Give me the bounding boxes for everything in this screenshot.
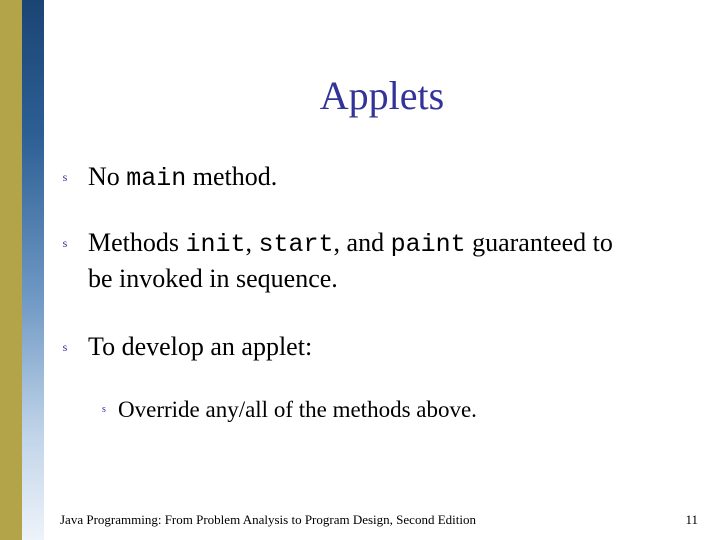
code-paint: paint bbox=[390, 230, 466, 259]
bullet-item-methods bbox=[58, 226, 678, 296]
slide-title: Applets bbox=[319, 73, 445, 118]
bullet-text: Methods init, start, and paint guaranteed to be invoked in sequence. bbox=[88, 228, 613, 293]
bullet-text: To develop an applet: bbox=[88, 332, 313, 361]
bullet-text: No main method. bbox=[88, 162, 278, 193]
sub-bullet-marker-icon: s bbox=[102, 404, 106, 415]
code-init: init bbox=[185, 230, 246, 259]
bullet-item-no-main bbox=[58, 160, 678, 196]
sub-bullet-item-override bbox=[98, 395, 678, 425]
footer-page-number: 11 bbox=[685, 512, 698, 527]
bullet-marker-icon: s bbox=[62, 340, 68, 354]
bullet-item-develop-applet bbox=[58, 330, 678, 364]
bullet-marker-icon: s bbox=[62, 170, 68, 184]
code-main: main bbox=[126, 164, 187, 193]
sub-bullet-text: Override any/all of the methods above. bbox=[118, 397, 477, 422]
code-start: start bbox=[258, 230, 334, 259]
left-blue-gradient-stripe bbox=[22, 0, 44, 540]
bullet-marker-icon: s bbox=[62, 236, 68, 250]
left-gold-stripe bbox=[0, 0, 22, 540]
footer-book-title: Java Programming: From Problem Analysis to Program Design, Second Edition bbox=[60, 512, 476, 527]
